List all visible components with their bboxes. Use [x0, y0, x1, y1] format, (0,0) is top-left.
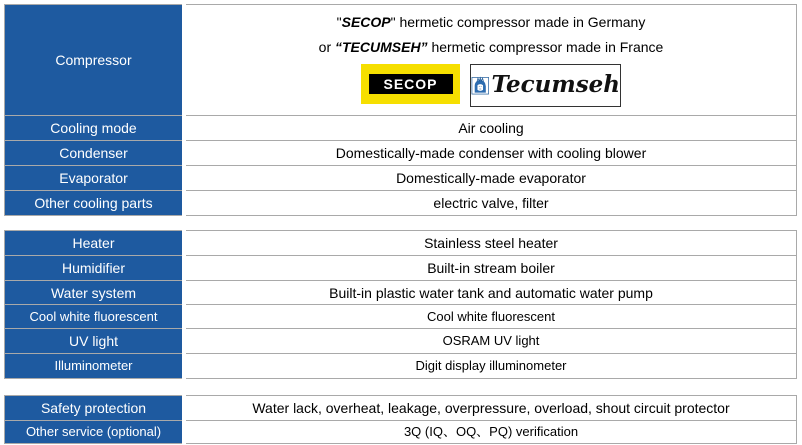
compressor-line-2: [186, 39, 796, 55]
tecumseh-brand-text: “TECUMSEH”: [335, 38, 428, 55]
row-label: Heater: [5, 231, 185, 256]
row-value: OSRAM UV light: [184, 329, 797, 354]
row-value: Water lack, overheat, leakage, overpressure, overload, shout circuit protector: [184, 396, 797, 421]
secop-brand-text: SECOP: [341, 13, 391, 30]
table-row: [5, 141, 797, 166]
compressor-line-1: [186, 14, 796, 30]
secop-logo: [361, 64, 460, 104]
row-value: Digit display illuminometer: [184, 354, 797, 379]
row-label: Illuminometer: [5, 354, 185, 379]
row-value: Domestically-made evaporator: [184, 166, 797, 191]
table-row: [5, 421, 797, 444]
table-row: [5, 281, 797, 305]
row-value: Air cooling: [184, 116, 797, 141]
quote-open: ": [336, 13, 342, 30]
row-label: Condenser: [5, 141, 185, 166]
service-table: [4, 395, 797, 444]
row-label: Humidifier: [5, 256, 185, 281]
compressor-label: Compressor: [5, 5, 185, 116]
row-value: Cool white fluorescent: [184, 305, 797, 329]
row-value: Stainless steel heater: [184, 231, 797, 256]
secop-logo-text: SECOP: [369, 74, 453, 94]
row-value: 3Q (IQ、OQ、PQ) verification: [184, 421, 797, 444]
row-label: Evaporator: [5, 166, 185, 191]
compressor-row: [5, 5, 797, 116]
features-table: [4, 230, 797, 379]
compressor-line-2-prefix: or: [318, 38, 335, 55]
table-row: [5, 354, 797, 379]
row-value: Domestically-made condenser with cooling blower: [184, 141, 797, 166]
compressor-cooling-table: [4, 4, 797, 216]
row-label: Cooling mode: [5, 116, 185, 141]
table-row: [5, 305, 797, 329]
table-row: [5, 116, 797, 141]
compressor-value: [184, 5, 797, 116]
brand-logos: [186, 64, 796, 107]
row-label: Safety protection: [5, 396, 185, 421]
row-value: Built-in stream boiler: [184, 256, 797, 281]
table-row: [5, 256, 797, 281]
tecumseh-logo: [470, 64, 621, 107]
compressor-line-1-rest: " hermetic compressor made in Germany: [390, 13, 646, 30]
table-row: [5, 166, 797, 191]
row-label: Other service (optional): [5, 421, 185, 444]
row-value: electric valve, filter: [184, 191, 797, 216]
row-label: Other cooling parts: [5, 191, 185, 216]
row-label: Water system: [5, 281, 185, 305]
row-value: Built-in plastic water tank and automatic water pump: [184, 281, 797, 305]
tecumseh-chief-icon: [471, 65, 490, 106]
table-row: [5, 191, 797, 216]
table-row: [5, 396, 797, 421]
row-label: UV light: [5, 329, 185, 354]
table-row: [5, 231, 797, 256]
table-row: [5, 329, 797, 354]
row-label: Cool white fluorescent: [5, 305, 185, 329]
tecumseh-logo-text: Tecumseh: [491, 71, 620, 98]
compressor-line-2-rest: hermetic compressor made in France: [427, 38, 664, 55]
